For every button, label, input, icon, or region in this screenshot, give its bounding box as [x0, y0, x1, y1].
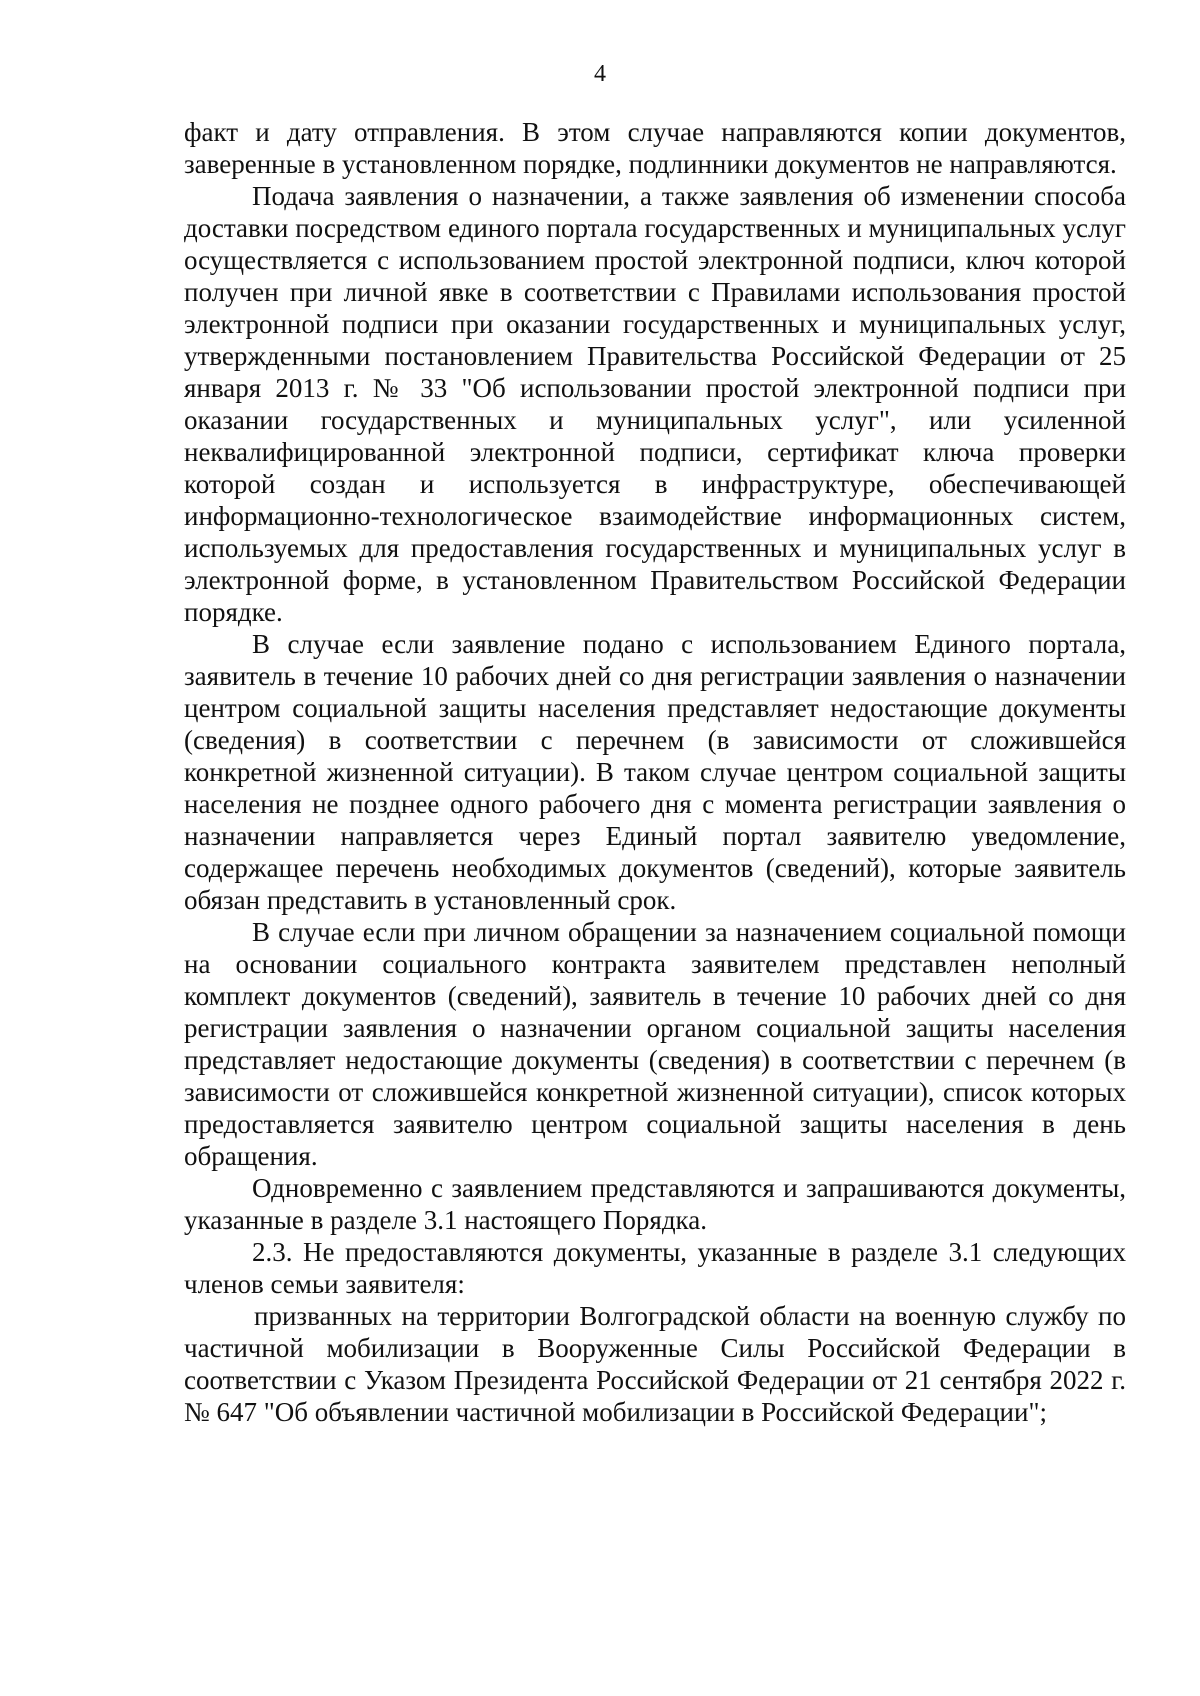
paragraph-section-2-3: 2.3. Не предоставляются документы, указанные в разделе 3.1 следующих членов семьи заявителя:	[184, 1237, 1126, 1299]
paragraph-unified-portal: В случае если заявление подано с использованием Единого портала, заявитель в течение 10 рабочих дней со дня регистрации заявления о назначении центром социальной защиты населения представляет недостающие документы (сведения) в соответствии с перечнем (в зависимости от сложившейся конкретной жизненной ситуации). В таком случае центром социальной защиты населения не позднее одного рабочего дня с момента регистрации заявления о назначении направляется через Единый портал заявителю уведомление, содержащее перечень необходимых документов (сведений), которые заявитель обязан представить в установленный срок.	[184, 629, 1126, 915]
paragraph-mobilized-members: призванных на территории Волгоградской области на военную службу по частичной мобилизации в Вооруженные Силы Российской Федерации в соответствии с Указом Президента Российской Федерации от 21 сентября 2022 г. № 647 "Об объявлении частичной мобилизации в Российской Федерации";	[184, 1301, 1126, 1427]
page-number: 4	[594, 61, 606, 87]
paragraph-electronic-signature: Подача заявления о назначении, а также заявления об изменении способа доставки посредством единого портала государственных и муниципальных услуг осуществляется с использованием простой электронной подписи, ключ которой получен при личной явке в соответствии с Правилами использования простой электронной подписи при оказании государственных и муниципальных услуг, утвержденными постановлением Правительства Российской Федерации от 25 января 2013 г. № 33 "Об использовании простой электронной подписи при оказании государственных и муниципальных услуг", или усиленной неквалифицированной электронной подписи, сертификат ключа проверки которой создан и используется в инфраструктуре, обеспечивающей информационно-технологическое взаимодействие информационных систем, используемых для предоставления государственных и муниципальных услуг в электронной форме, в установленном Правительством Российской Федерации порядке.	[184, 181, 1126, 627]
paragraph-personal-visit: В случае если при личном обращении за назначением социальной помощи на основании социального контракта заявителем представлен неполный комплект документов (сведений), заявитель в течение 10 рабочих дней со дня регистрации заявления о назначении органом социальной защиты населения представляет недостающие документы (сведения) в соответствии с перечнем (в зависимости от сложившейся конкретной жизненной ситуации), список которых предоставляется заявителю центром социальной защиты населения в день обращения.	[184, 917, 1126, 1171]
document-body	[184, 116, 1126, 1428]
paragraph-sending-continuation: факт и дату отправления. В этом случае направляются копии документов, заверенные в установленном порядке, подлинники документов не направляются.	[184, 117, 1126, 179]
paragraph-simultaneous-documents: Одновременно с заявлением представляются и запрашиваются документы, указанные в разделе 3.1 настоящего Порядка.	[184, 1173, 1126, 1235]
